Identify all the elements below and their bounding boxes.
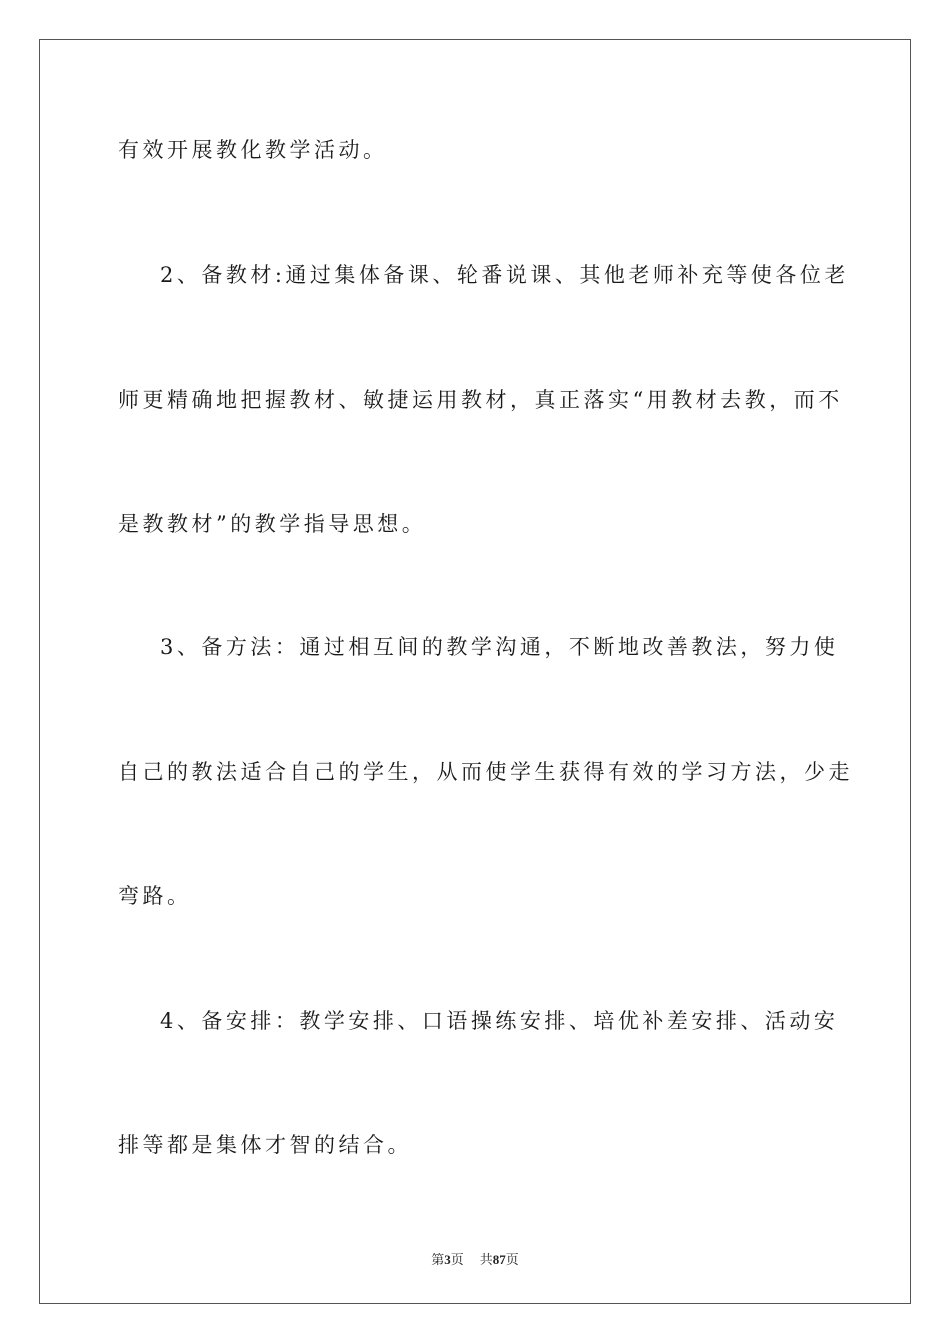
text-line-6: 自己的教法适合自己的学生，从而使学生获得有效的学习方法，少走 [118, 760, 853, 784]
text-line-9: 排等都是集体才智的结合。 [118, 1133, 412, 1157]
page-border [39, 39, 911, 1304]
text-line-7: 弯路。 [118, 884, 192, 908]
page-footer [0, 1249, 950, 1268]
text-line-1: 有效开展教化教学活动。 [118, 138, 388, 162]
text-line-3: 师更精确地把握教材、敏捷运用教材，真正落实“用教材去教，而不 [118, 388, 843, 412]
text-line-4: 是教教材”的教学指导思想。 [118, 512, 427, 536]
text-line-2: 2、备教材:通过集体备课、轮番说课、其他老师补充等使各位老 [160, 263, 849, 287]
text-line-5: 3、备方法：通过相互间的教学沟通，不断地改善教法，努力使 [160, 635, 839, 659]
text-line-8: 4、备安排：教学安排、口语操练安排、培优补差安排、活动安 [160, 1009, 839, 1033]
footer-total-prefix: 共 [479, 1252, 493, 1267]
footer-total-suffix: 页 [505, 1252, 519, 1267]
footer-total-number: 87 [492, 1252, 506, 1267]
footer-page-suffix: 页 [450, 1252, 464, 1267]
footer-page-prefix: 第 [431, 1252, 445, 1267]
footer-page-number: 3 [444, 1252, 451, 1267]
